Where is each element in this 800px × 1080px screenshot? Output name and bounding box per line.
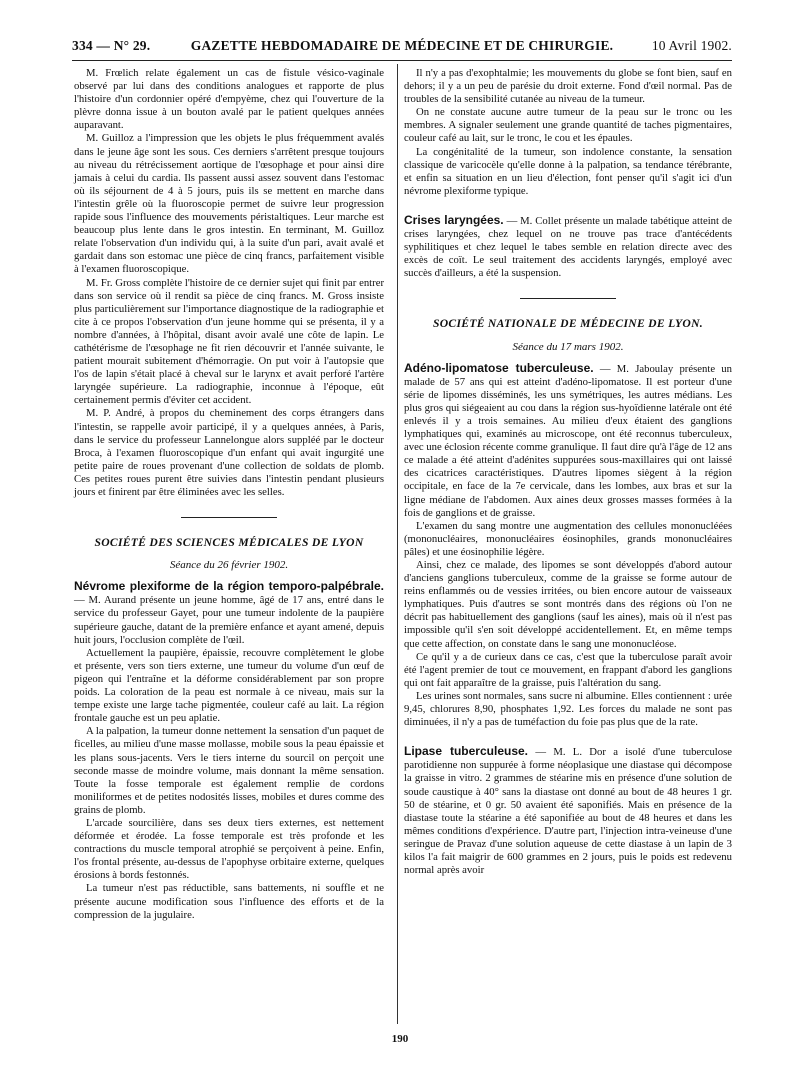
- paragraph: La congénitalité de la tumeur, son indolence constante, la sensation classique de varicocèle qu'elle donne à la palpation, sa tendance térébrante, et enfin sa situation en un lieu d'élection, font penser qu'il s'agit ici d'un névrome plexiforme typique.: [404, 145, 732, 197]
- article-lead: — M. L. Dor a isolé d'une tuberculose parotidienne non suppurée à forme néoplasique une diastase qui décompose la graisse in vitro. 2 grammes de stéarine mis en présence d'une solution de soude caustique à 40° sans la diastase ont donné au bout de 48 heures 1 gr. 50 de stéarine, et 0 gr. 50 avaient été saponifiés. Mais en présence de la diastase toute la stéarine a été saponifiée au bout de 48 heures et dans les mêmes conditions d'expérience. D'autre part, l'injection intra-veineuse d'une seringue de Pravaz d'une solution aqueuse de cette diastase à un lapin de 3 kilos l'a fait maigrir de 600 grammes en 2 jours, puis le poids est redevenu normal après avoir: [404, 746, 733, 877]
- paragraph: Ce qu'il y a de curieux dans ce cas, c'est que la tuberculose paraît avoir été l'agent premier de tout ce mouvement, en frappant d'abord les ganglions qui ont fait apparaître de la graisse, puis l'altération du sang.: [404, 650, 732, 689]
- society-heading: SOCIÉTÉ NATIONALE DE MÉDECINE DE LYON.: [433, 317, 703, 331]
- paragraph: L'examen du sang montre une augmentation des cellules mononucléées (mononucléaires, mononucléaires éosinophiles, grands mononucléaires pâles) et une éosinophilie légère.: [404, 519, 732, 558]
- folio-number: 190: [391, 1033, 409, 1045]
- paragraph: On ne constate aucune autre tumeur de la peau sur le tronc ou les membres. A signaler seulement une grande quantité de taches pigmentaires, couleur café au lait, sur le tronc, le cou et les épaules.: [404, 106, 732, 145]
- paragraph: Actuellement la paupière, épaissie, recouvre complètement le globe et présente, vers son tiers externe, une tumeur du volume d'un œuf de pigeon qui l'entraîne et la déforme considérablement par son propre poids. La coloration de la peau est normale à ce niveau, mais sur la tempe existe une large tache pigmentée, couleur café au lait. La région frontale gauche est un peu aplatie.: [74, 646, 384, 725]
- paragraph: La tumeur n'est pas réductible, sans battements, ni souffle et ne présente aucune modification sous l'influence des efforts et de la compression de la jugulaire.: [74, 882, 384, 921]
- section-separator: [181, 517, 277, 518]
- article-title: Crises laryngées.: [404, 212, 504, 227]
- issue-date: 10 Avril 1902.: [651, 38, 732, 53]
- article-lipase: [404, 745, 732, 877]
- header-rule: [72, 60, 732, 61]
- page-number: 334 — N° 29.: [72, 38, 151, 53]
- running-header: [72, 38, 732, 58]
- article-lead: — M. Jaboulay présente un malade de 57 ans qui est atteint d'adéno-lipomatose. Il est porteur d'une série de lipomes disséminés, les uns symétriques, les autres médians. Les plus gros qui siégeaient au cou dans la région sus-hyoïdienne latérale ont été enlevés il y a trois semaines. Au milieu d'eux étaient des ganglions lymphatiques qui, examinés au microscope, ont été reconnus tuberculeux, avec une éclosion récente comme granulique. Il faut dire qu'à l'âge de 12 ans ce malade a été atteint d'adénites suppurées sous-maxillaires qui ont laissé des cicatrices caractéristiques. D'autres lipomes siègent à la région occipitale, en face de la 7e cervicale, dans les lombes, aux bras et sur la ligne médiane de l'abdomen. Aux aines deux grosses masses formées à la fois de ganglions et de graisse.: [404, 362, 732, 519]
- paragraph: M. P. André, à propos du cheminement des corps étrangers dans l'intestin, se rappelle avoir participé, il y a quelques années, à Paris, dans le service du professeur Lannelongue alors suppléé par le docteur Broca, à l'examen fluoroscopique d'un enfant qui avait ingurgité une petite paire de roues provenant d'une collection de soldats de plomb. Ces petites roues purent être suivies dans l'intestin pendant plusieurs jours et finirent par être éliminées avec les selles.: [74, 407, 384, 498]
- column-divider: [397, 64, 398, 1024]
- paragraph: M. Fr. Gross complète l'histoire de ce dernier sujet qui finit par entrer dans son service où il rendit sa pièce de cinq francs. M. Gross insiste plus particulièrement sur l'importance diagnostique de la radiographie et cite à ce propos l'observation d'un jeune homme qui se présenta, il y a nombre d'années, à l'hôpital, disant avoir avalé une côte de lapin. Le cathétérisme de l'œsophage ne fit rien découvrir et l'année suivante, le patient mourait subitement d'hémorragie. On put voir à l'autopsie que l'os de lapin s'était placé à cheval sur le larynx et avait perforé l'artère laryngée supérieure. La radiographie, inconnue à l'époque, eût certainement permis d'éviter cet accident.: [74, 276, 384, 407]
- paragraph: Il n'y a pas d'exophtalmie; les mouvements du globe se font bien, sauf en dehors; il y a un peu de parésie du droit externe. Fond d'œil normal. Pas de troubles de la sensibilité cutanée au niveau de la tumeur.: [404, 67, 732, 106]
- paragraph: A la palpation, la tumeur donne nettement la sensation d'un paquet de ficelles, au milieu d'une masse mollasse, mobile sous la peau épaissie et les plans sous-jacents. Vers le tiers interne du sourcil on perçoit une seconde masse de moindre volume, mais donnant la même sensation. Toute la fosse temporale est également remplie de cordons moniliformes et de petites nodosités lisses, mobiles et dures comme des grains de plomb.: [74, 725, 384, 816]
- society-heading: SOCIÉTÉ DES SCIENCES MÉDICALES DE LYON: [94, 536, 364, 550]
- paragraph: M. Guilloz a l'impression que les objets le plus fréquemment avalés dans le jeune âge sont les sous. Ces derniers s'arrêtent presque toujours au niveau du rétrécissement aortique de l'œsophage et pour ainsi dire jamais à celui du cardia. Ils passent aussi assez souvent dans l'estomac où ils séjournent de 4 à 5 jours, puis ils se mettent en marche dans l'intestin grêle où la fluoroscopie permet de suivre leur progression rapide sous l'influence des mouvements péristaltiques. Leur marche est beaucoup plus lente dans le gros intestin. En terminant, M. Guilloz relate l'observation d'un individu qui, à la suite d'un pari, avait avalé et gardait dans son estomac une pièce de cinq francs, parfaitement visible à l'examen fluoroscopique.: [74, 132, 384, 276]
- section-separator: [520, 298, 616, 299]
- session-date: Séance du 26 février 1902.: [169, 559, 289, 572]
- article-lead: — M. Collet présente un malade tabétique atteint de crises laryngées, chez lequel on ne trouve pas trace d'antécédents syphilitiques et chez lequel le tabes semble en relation directe avec des excès de coït. Le seul traitement des accidents laryngés, employé avec succès d'ailleurs, a été la suspension.: [404, 214, 732, 280]
- left-column: [74, 67, 384, 922]
- paragraph: L'arcade sourcilière, dans ses deux tiers externes, est nettement déformée et érodée. La fosse temporale est très profonde et les contractions du muscle temporal atrophié se perçoivent à peine. Enfin, l'os frontal présente, au-dessus de l'apophyse orbitaire externe, quelques érosions à bords festonnés.: [74, 816, 384, 882]
- article-nevrome: [74, 580, 384, 646]
- article-crises: [404, 214, 732, 280]
- article-title: Lipase tuberculeuse.: [404, 744, 529, 759]
- journal-title: GAZETTE HEBDOMADAIRE DE MÉDECINE ET DE CHIRURGIE.: [190, 38, 614, 53]
- article-lead: — M. Aurand présente un jeune homme, âgé de 17 ans, entré dans le service du professeur Gayet, pour une tumeur indolente de la paupière supérieure gauche, datant de la première enfance et ayant amené, depuis huit jours, l'occlusion complète de l'œil.: [74, 594, 384, 646]
- article-title: Névrome plexiforme de la région temporo-palpébrale.: [74, 579, 384, 594]
- session-date: Séance du 17 mars 1902.: [512, 340, 624, 353]
- paragraph: Ainsi, chez ce malade, des lipomes se sont développés d'abord autour d'anciens ganglions tuberculeux, comme de la graisse se forme autour de reins enflammés ou de vessies irritées, ou bien encore autour de vaisseaux lymphatiques. Puis d'autres se sont montrés dans des régions où l'on ne décrit pas habituellement des ganglions (sauf les aines), mais où il n'est pas impossible qu'il s'en soit développé accidentellement. Et, en même temps que cette affection, on constate dans le sang une mononucléose.: [404, 559, 732, 650]
- article-title: Adéno-lipomatose tuberculeuse.: [404, 360, 594, 375]
- article-adeno: [404, 362, 732, 520]
- paragraph: M. Frœlich relate également un cas de fistule vésico-vaginale observé par lui dans des conditions analogues et rapporte de plus l'histoire d'un cordonnier opéré d'empyème, chez qui l'ouverture de la plèvre donna issue à un bouton avalé par le patient quelques années auparavant.: [74, 67, 384, 132]
- right-column: [404, 67, 732, 877]
- paragraph: Les urines sont normales, sans sucre ni albumine. Elles contiennent : urée 9,45, chlorures 8,90, phosphates 1,92. Les forces du malade ne sont pas diminuées, il n'y a pas de tuméfaction du foie pas plus que de la rate.: [404, 689, 732, 729]
